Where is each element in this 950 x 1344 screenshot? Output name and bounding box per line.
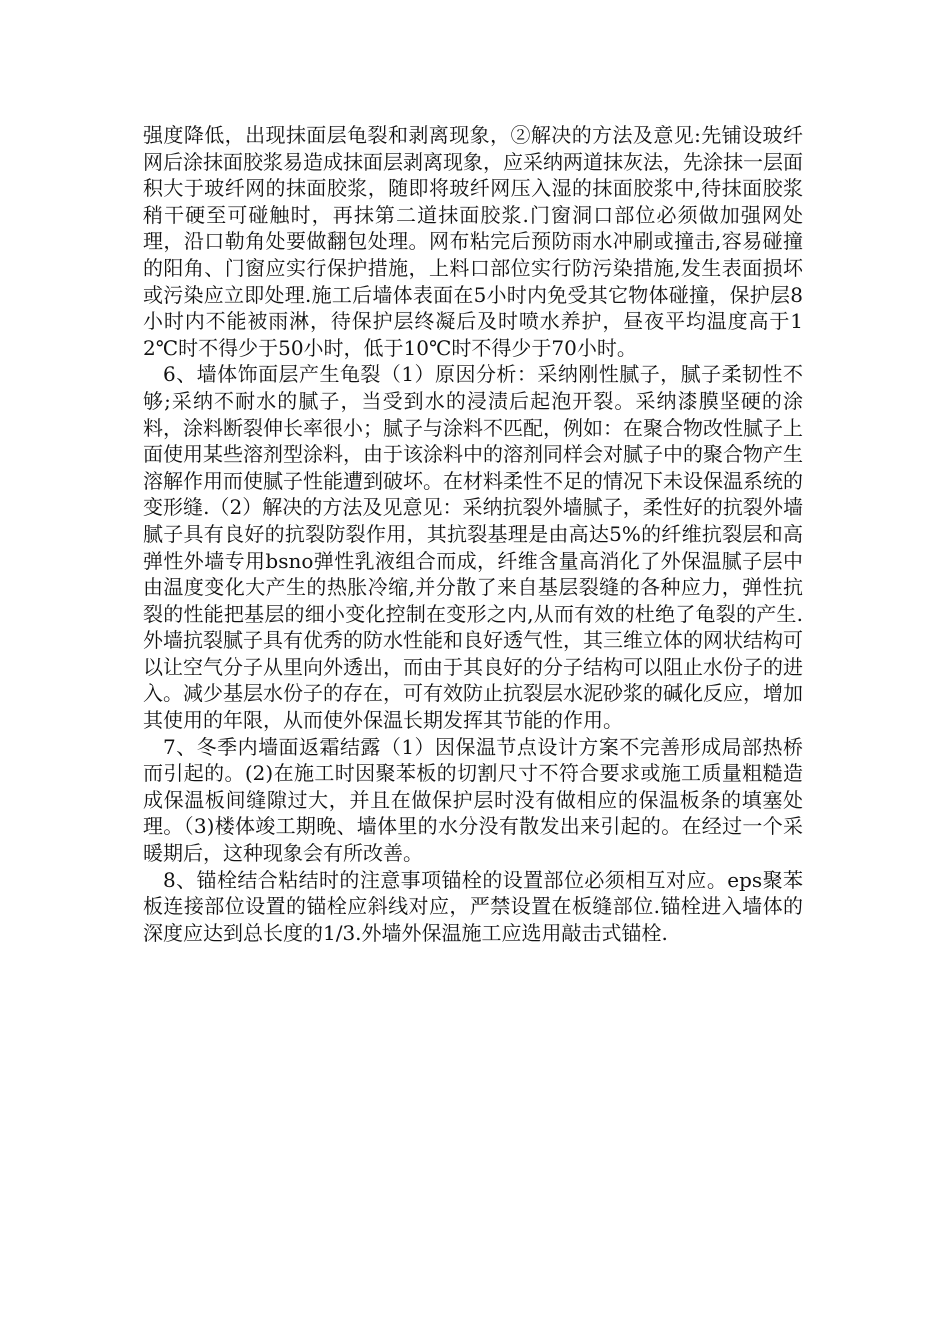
paragraph-continuation: 强度降低，出现抹面层龟裂和剥离现象，②解决的方法及意见:先铺设玻纤网后涂抹面胶浆易造成抹面层剥离现象，应采纳两道抹灰法，先涂抹一层面积大于玻纤网的抹面胶浆，随即将玻纤网压入湿的抹面胶浆中,待抹面胶浆稍干硬至可碰触时，再抹第二道抹面胶浆.门窗洞口部位必须做加强网处理，沿口勒角处要做翻包处理。网布粘完后预防雨水冲刷或撞击,容易碰撞的阳角、门窗应实行保护措施，上料口部位实行防污染措施,发生表面损坏或污染应立即处理.施工后墙体表面在5小时内免受其它物体碰撞，保护层8小时内不能被雨淋，待保护层终凝后及时喷水养护，昼夜平均温度高于12℃时不得少于50小时，低于10℃时不得少于70小时。 (143, 123, 803, 360)
paragraph-winter-frost-condensation: 7、冬季内墙面返霜结露（1）因保温节点设计方案不完善形成局部热桥而引起的。(2)在施工时因聚苯板的切割尺寸不符合要求或施工质量粗糙造成保温板间缝隙过大，并且在做保护层时没有做相应的保温板条的填塞处理。（3)楼体竣工期晚、墙体里的水分没有散发出来引起的。在经过一个采暖期后，这种现象会有所改善。 (143, 734, 803, 866)
paragraph-facing-layer-cracking: 6、墙体饰面层产生龟裂（1）原因分析：采纳刚性腻子，腻子柔韧性不够;采纳不耐水的腻子，当受到水的浸渍后起泡开裂。采纳漆膜坚硬的涂料，涂料断裂伸长率很小；腻子与涂料不匹配，例如：在聚合物改性腻子上面使用某些溶剂型涂料，由于该涂料中的溶剂同样会对腻子中的聚合物产生溶解作用而使腻子性能遭到破坏。在材料柔性不足的情况下未设保温系统的变形缝.（2）解决的方法及见意见：采纳抗裂外墙腻子，柔性好的抗裂外墙腻子具有良好的抗裂防裂作用，其抗裂基理是由高达5%的纤维抗裂层和高弹性外墙专用bsno弹性乳液组合而成，纤维含量高消化了外保温腻子层中由温度变化大产生的热胀冷缩,并分散了来自基层裂缝的各种应力，弹性抗裂的性能把基层的细小变化控制在变形之内,从而有效的杜绝了龟裂的产生.外墙抗裂腻子具有优秀的防水性能和良好透气性，其三维立体的网状结构可以让空气分子从里向外透出，而由于其良好的分子结构可以阻止水份子的进入。减少基层水份子的存在，可有效防止抗裂层水泥砂浆的碱化反应，增加其使用的年限，从而使外保温长期发挥其节能的作用。 (143, 362, 803, 733)
paragraph-anchor-bolt-notes: 8、锚栓结合粘结时的注意事项锚栓的设置部位必须相互对应。eps聚苯板连接部位设置的锚栓应斜线对应，严禁设置在板缝部位.锚栓进入墙体的深度应达到总长度的1/3.外墙外保温施工应选用敲击式锚栓. (143, 867, 803, 945)
document-body (143, 122, 803, 946)
